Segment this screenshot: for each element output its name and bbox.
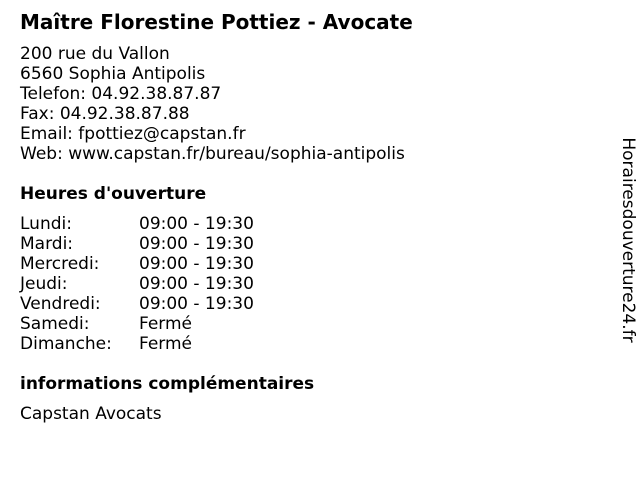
hours-row-monday <box>20 214 320 234</box>
opening-hours-table <box>20 214 320 354</box>
phone-number: Telefon: 04.92.38.87.87 <box>20 84 222 104</box>
day-label: Vendredi: <box>20 294 101 314</box>
email-address: Email: fpottiez@capstan.fr <box>20 124 246 144</box>
hours-row-thursday <box>20 274 320 294</box>
street-address: 200 rue du Vallon <box>20 44 170 64</box>
time-value: 09:00 - 19:30 <box>139 234 254 254</box>
time-value: Fermé <box>139 334 193 354</box>
hours-row-saturday <box>20 314 320 334</box>
day-label: Mercredi: <box>20 254 100 274</box>
page-title: Maître Florestine Pottiez - Avocate <box>20 10 413 34</box>
day-label: Dimanche: <box>20 334 112 354</box>
time-value: 09:00 - 19:30 <box>139 274 254 294</box>
additional-info-heading: informations complémentaires <box>20 374 315 394</box>
day-label: Lundi: <box>20 214 72 234</box>
opening-hours-heading: Heures d'ouverture <box>20 184 207 204</box>
site-watermark: Horairesdouverture24.fr <box>618 137 638 343</box>
hours-row-tuesday <box>20 234 320 254</box>
time-value: Fermé <box>139 314 193 334</box>
hours-row-friday <box>20 294 320 314</box>
time-value: 09:00 - 19:30 <box>139 214 254 234</box>
time-value: 09:00 - 19:30 <box>139 254 254 274</box>
hours-row-wednesday <box>20 254 320 274</box>
website: Web: www.capstan.fr/bureau/sophia-antipolis <box>20 144 405 164</box>
day-label: Jeudi: <box>20 274 68 294</box>
contact-block <box>20 44 405 164</box>
day-label: Samedi: <box>20 314 90 334</box>
time-value: 09:00 - 19:30 <box>139 294 254 314</box>
fax-number: Fax: 04.92.38.87.88 <box>20 104 190 124</box>
day-label: Mardi: <box>20 234 74 254</box>
hours-row-sunday <box>20 334 320 354</box>
city-address: 6560 Sophia Antipolis <box>20 64 206 84</box>
additional-info-text: Capstan Avocats <box>20 404 162 424</box>
